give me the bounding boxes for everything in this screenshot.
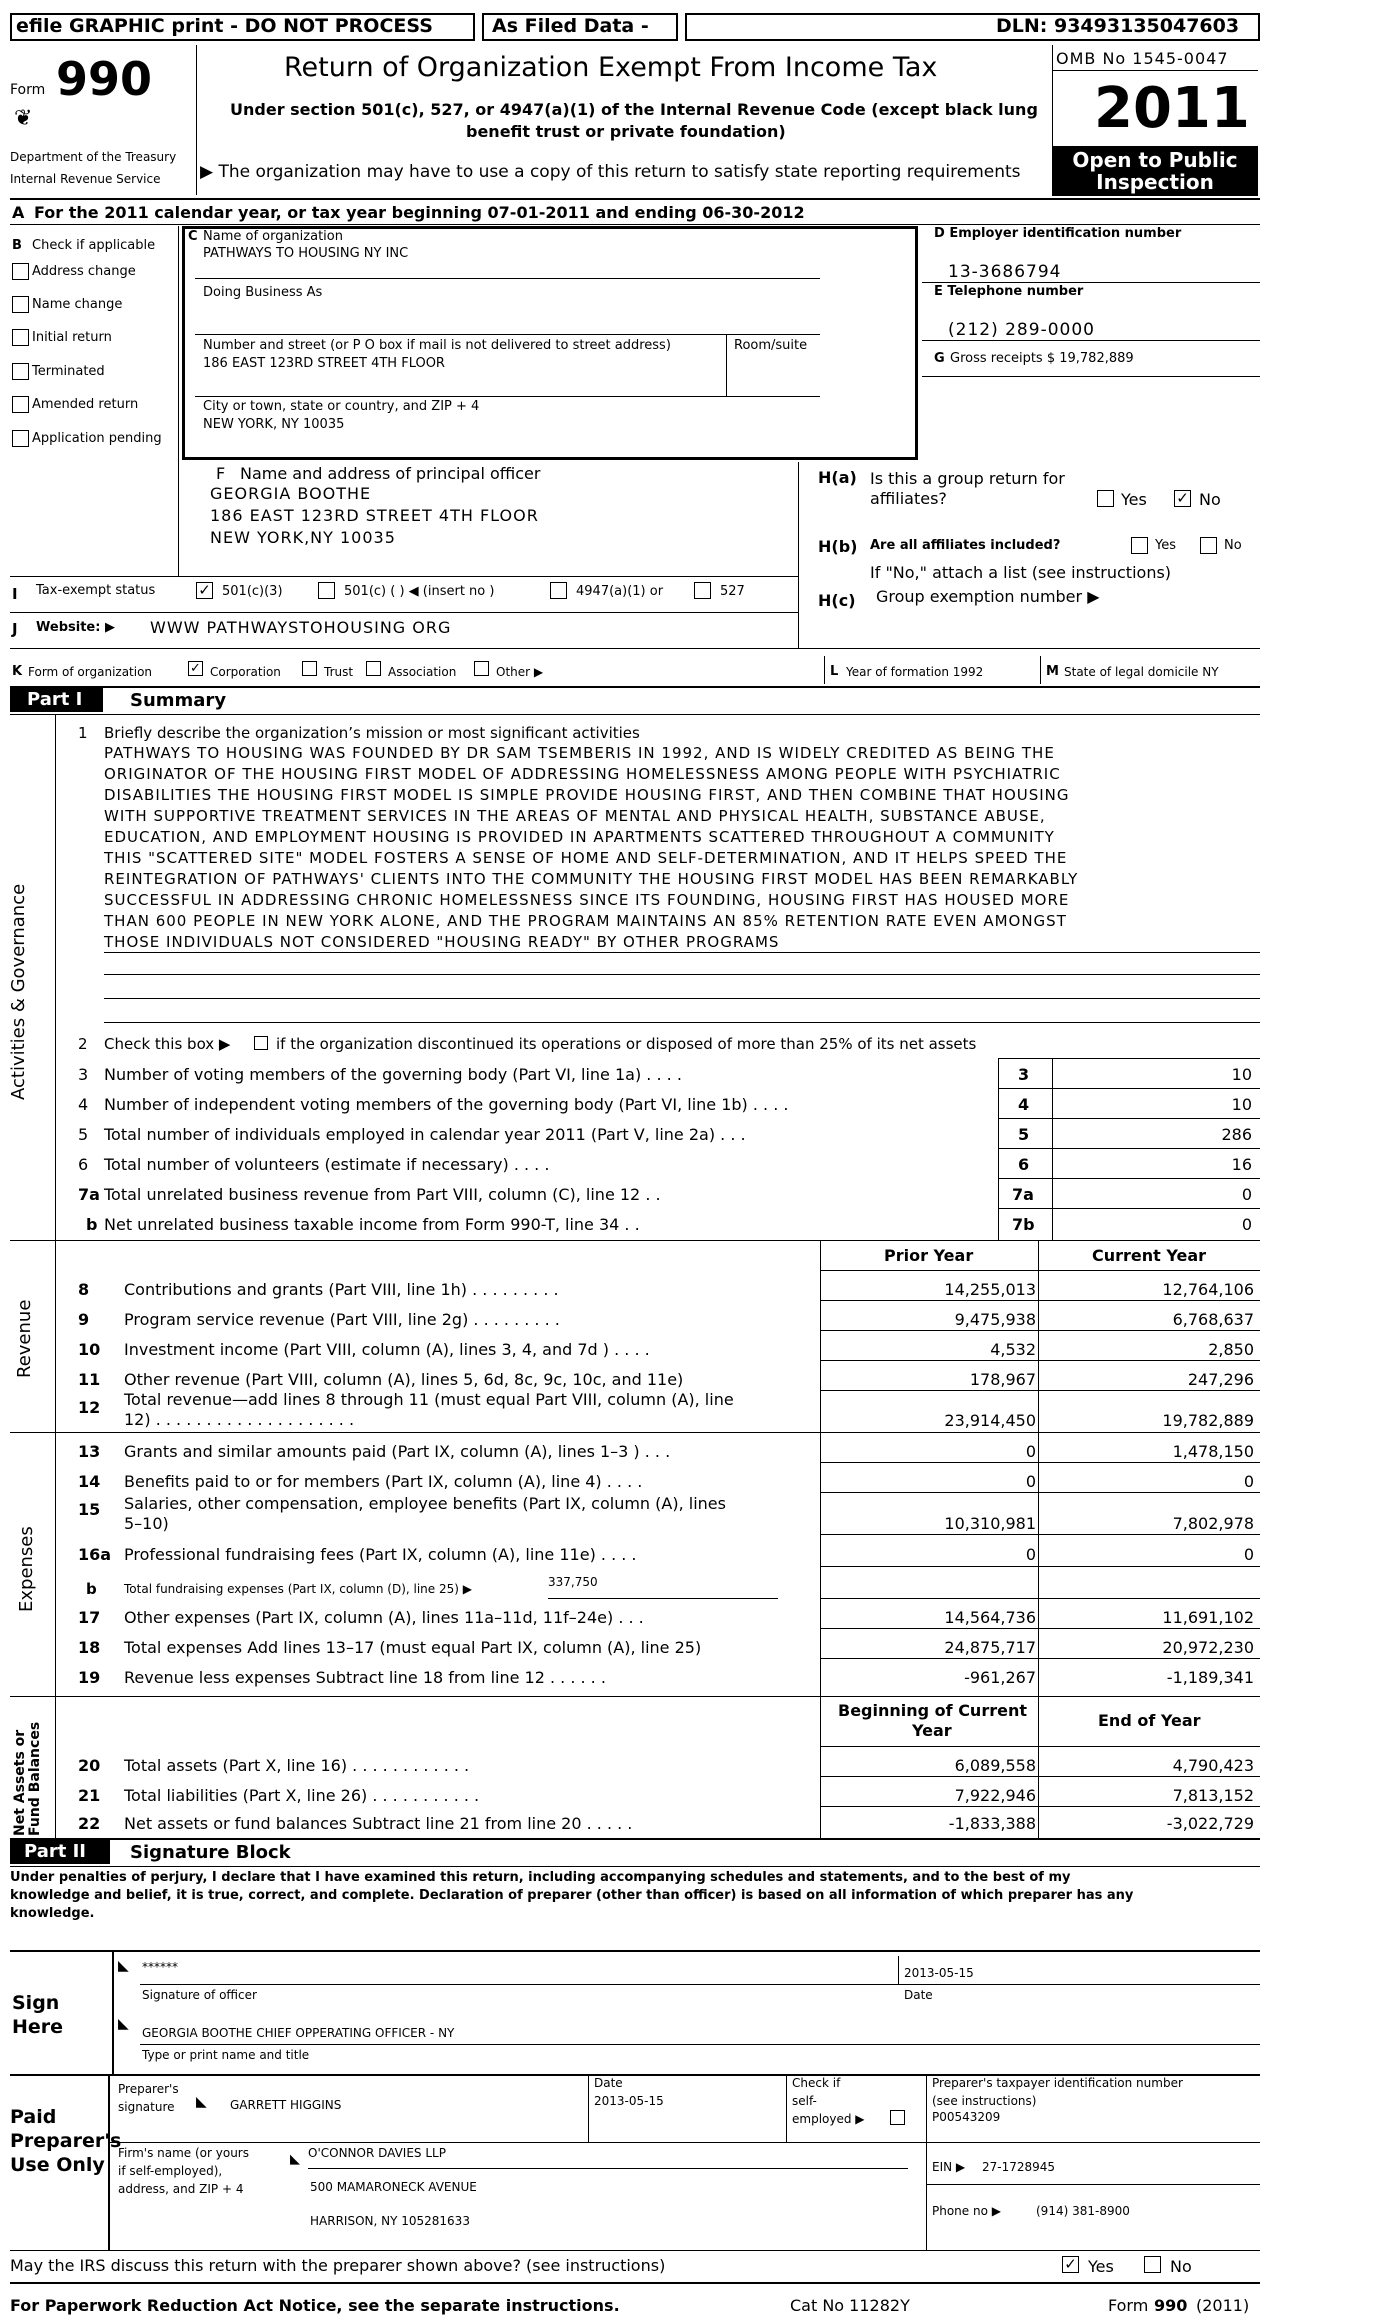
line22-begin: -1,833,388: [948, 1814, 1036, 1833]
org-name-label: Name of organization: [203, 229, 343, 244]
line18-num: 18: [78, 1638, 101, 1657]
footer-notice: For Paperwork Reduction Act Notice, see the separate instructions.: [10, 2296, 620, 2315]
self-employed-label-3: employed ▶: [792, 2112, 865, 2126]
ha-text-1: Is this a group return for: [870, 469, 1065, 488]
line11-text: Other revenue (Part VIII, column (A), lines 5, 6d, 8c, 9c, 10c, and 11e): [124, 1370, 684, 1389]
501c3-label: 501(c)(3): [222, 584, 283, 599]
discontinued-checkbox[interactable]: [254, 1036, 268, 1050]
line21-num: 21: [78, 1786, 101, 1805]
line18-text: Total expenses Add lines 13–17 (must equal Part IX, column (A), line 25): [124, 1638, 702, 1657]
col-beginning-2: Year: [912, 1721, 952, 1740]
line9-current: 6,768,637: [1172, 1310, 1254, 1329]
line7a-num: 7a: [78, 1185, 100, 1204]
side-label-governance: Activities & Governance: [8, 883, 29, 1100]
line19-num: 19: [78, 1668, 101, 1687]
mission-line-6: THIS "SCATTERED SITE" MODEL FOSTERS A SENSE OF HOME AND SELF-DETERMINATION, AND IT HELPS SPEED THE: [104, 849, 1068, 867]
perjury-line-1: Under penalties of perjury, I declare that I have examined this return, including accompanying schedules and statements, and to the best of my: [10, 1870, 1071, 1885]
line18-prior: 24,875,717: [944, 1638, 1036, 1657]
initial-return-label: Initial return: [32, 330, 112, 345]
line-a-text: For the 2011 calendar year, or tax year beginning 07-01-2011 and ending 06-30-2012: [34, 203, 805, 222]
self-employed-label-1: Check if: [792, 2076, 841, 2090]
ptin-value: P00543209: [932, 2110, 1001, 2124]
line20-text: Total assets (Part X, line 16) . . . . . . . . . . . .: [124, 1756, 470, 1775]
line20-num: 20: [78, 1756, 101, 1775]
line17-num: 17: [78, 1608, 101, 1627]
line2-text: Check this box ▶: [104, 1035, 231, 1053]
efile-label: efile GRAPHIC print - DO NOT PROCESS: [16, 15, 433, 37]
open-inspection-badge: [1052, 146, 1258, 196]
state-domicile: State of legal domicile NY: [1064, 665, 1219, 679]
hb-note: If "No," attach a list (see instructions): [870, 563, 1172, 582]
part1-tag: Part I: [10, 688, 103, 712]
omb-number: OMB No 1545-0047: [1056, 49, 1229, 68]
dba-label: Doing Business As: [203, 285, 323, 300]
firm-phone-label: Phone no ▶: [932, 2204, 1001, 2218]
signature-officer-label: Signature of officer: [142, 1988, 257, 2002]
line15-text-2: 5–10): [124, 1514, 169, 1533]
side-label-net-1: Net Assets or: [12, 1729, 28, 1836]
section-b-label: B: [12, 238, 22, 253]
line-i-label: I: [12, 585, 18, 603]
sign-arrow-1: ◣: [118, 1958, 129, 1974]
line10-num: 10: [78, 1340, 101, 1359]
filed-label: As Filed Data -: [492, 15, 649, 37]
527-label: 527: [720, 584, 745, 599]
501c-checkbox[interactable]: [318, 582, 335, 599]
mission-line-8: SUCCESSFUL IN ADDRESSING CHRONIC HOMELESSNESS SINCE ITS FOUNDING, HOUSING FIRST HAS HOUSED MORE: [104, 891, 1070, 909]
line5-num: 5: [78, 1125, 89, 1144]
line1-num: 1: [78, 724, 88, 742]
state-notice: ▶ The organization may have to use a copy of this return to satisfy state reporting requirements: [200, 162, 1021, 182]
mission-line-10: THOSE INDIVIDUALS NOT CONSIDERED "HOUSING READY" BY OTHER PROGRAMS: [104, 933, 780, 951]
line8-current: 12,764,106: [1162, 1280, 1254, 1299]
4947-checkbox[interactable]: [550, 582, 567, 599]
527-checkbox[interactable]: [694, 582, 711, 599]
line3-box: 3: [1018, 1065, 1030, 1084]
line17-text: Other expenses (Part IX, column (A), lines 11a–11d, 11f–24e) . . .: [124, 1608, 644, 1627]
line20-end: 4,790,423: [1172, 1756, 1254, 1775]
line15-text-1: Salaries, other compensation, employee benefits (Part IX, column (A), lines: [124, 1494, 726, 1513]
4947-label: 4947(a)(1) or: [576, 584, 664, 599]
mission-line-9: THAN 600 PEOPLE IN NEW YORK ALONE, AND THE PROGRAM MAINTAINS AN 85% RETENTION RATE EVEN AMONGST: [104, 912, 1067, 930]
line13-current: 1,478,150: [1172, 1442, 1254, 1461]
line18-current: 20,972,230: [1162, 1638, 1254, 1657]
officer-name-title: GEORGIA BOOTHE CHIEF OPPERATING OFFICER - NY: [142, 2026, 455, 2040]
line19-text: Revenue less expenses Subtract line 18 from line 12 . . . . . .: [124, 1668, 606, 1687]
hb-no-checkbox[interactable]: [1200, 537, 1217, 554]
hc-text: Group exemption number ▶: [876, 587, 1100, 606]
sign-label-2: Here: [12, 2016, 64, 2038]
line-k-title: Form of organization: [28, 665, 153, 679]
gross-receipts: Gross receipts $ 19,782,889: [950, 351, 1134, 366]
line10-prior: 4,532: [990, 1340, 1036, 1359]
hb-no-label: No: [1224, 538, 1242, 553]
line9-num: 9: [78, 1310, 90, 1329]
application-pending-label: Application pending: [32, 431, 162, 446]
line17-current: 11,691,102: [1162, 1608, 1254, 1627]
line12-text-1: Total revenue—add lines 8 through 11 (must equal Part VIII, column (A), line: [124, 1390, 734, 1409]
ptin-label-1: Preparer's taxpayer identification number: [932, 2076, 1183, 2090]
firm-label-1: Firm's name (or yours: [118, 2146, 249, 2160]
type-name-label: Type or print name and title: [142, 2048, 310, 2062]
perjury-line-3: knowledge.: [10, 1906, 95, 1921]
association-label: Association: [388, 665, 457, 679]
col-current-year: Current Year: [1092, 1246, 1207, 1265]
line9-prior: 9,475,938: [954, 1310, 1036, 1329]
hb-text: Are all affiliates included?: [870, 538, 1061, 553]
line16b-text: Total fundraising expenses (Part IX, column (D), line 25) ▶: [124, 1582, 472, 1596]
firm-arrow: ◣: [290, 2152, 300, 2167]
amended-return-label: Amended return: [32, 397, 139, 412]
mission-line-2: ORIGINATOR OF THE HOUSING FIRST MODEL OF ADDRESSING HOMELESSNESS AMONG PEOPLE WITH PSYCHIATRIC: [104, 765, 1061, 783]
line4-box: 4: [1018, 1095, 1030, 1114]
line-l-label: L: [830, 664, 839, 679]
line17-prior: 14,564,736: [944, 1608, 1036, 1627]
line13-text: Grants and similar amounts paid (Part IX, column (A), lines 1–3 ) . . .: [124, 1442, 671, 1461]
discuss-text: May the IRS discuss this return with the preparer shown above? (see instructions): [10, 2256, 666, 2275]
line8-prior: 14,255,013: [944, 1280, 1036, 1299]
line7b-text: Net unrelated business taxable income from Form 990-T, line 34 . .: [104, 1215, 640, 1234]
preparer-sig-label-1: Preparer's: [118, 2082, 179, 2096]
preparer-name: GARRETT HIGGINS: [230, 2098, 342, 2112]
firm-ein-label: EIN ▶: [932, 2160, 966, 2174]
line10-text: Investment income (Part VIII, column (A), lines 3, 4, and 7d ) . . . .: [124, 1340, 650, 1359]
line-k-label: K: [12, 664, 23, 679]
hb-yes-checkbox[interactable]: [1131, 537, 1148, 554]
tax-year: 2011: [1094, 76, 1250, 141]
paid-label-2: Preparer's: [10, 2130, 122, 2152]
line22-num: 22: [78, 1814, 101, 1833]
form-label: Form: [10, 82, 46, 98]
line7a-text: Total unrelated business revenue from Part VIII, column (C), line 12 . .: [104, 1185, 661, 1204]
line19-current: -1,189,341: [1166, 1668, 1254, 1687]
line6-box: 6: [1018, 1155, 1030, 1174]
501c3-checkbox[interactable]: ✓: [196, 582, 213, 599]
line6-value: 16: [1231, 1155, 1252, 1174]
line21-end: 7,813,152: [1172, 1786, 1254, 1805]
initial-return-checkbox[interactable]: [12, 329, 29, 346]
sign-arrow-2: ◣: [118, 2016, 129, 2032]
line11-current: 247,296: [1187, 1370, 1254, 1389]
ha-yes-label: Yes: [1121, 490, 1147, 509]
address-change-checkbox[interactable]: [12, 263, 29, 280]
line21-begin: 7,922,946: [954, 1786, 1036, 1805]
room-suite-label: Room/suite: [734, 338, 808, 353]
association-checkbox[interactable]: [366, 661, 381, 676]
firm-address: 500 MAMARONECK AVENUE: [310, 2180, 477, 2194]
line10-current: 2,850: [1208, 1340, 1254, 1359]
line19-prior: -961,267: [964, 1668, 1036, 1687]
line16b-num: b: [86, 1580, 97, 1598]
officer-street: 186 EAST 123RD STREET 4TH FLOOR: [210, 506, 539, 525]
side-label-net-2: Fund Balances: [27, 1721, 43, 1836]
phone-value: (212) 289-0000: [948, 320, 1095, 340]
col-prior-year: Prior Year: [884, 1246, 974, 1265]
line7b-value: 0: [1241, 1215, 1252, 1234]
discuss-yes-checkbox[interactable]: ✓: [1062, 2256, 1079, 2273]
preparer-arrow: ◣: [196, 2094, 207, 2110]
line4-value: 10: [1231, 1095, 1252, 1114]
line2-num: 2: [78, 1035, 88, 1053]
firm-ein: 27-1728945: [982, 2160, 1056, 2174]
corporation-checkbox[interactable]: ✓: [188, 661, 203, 676]
ha-yes-checkbox[interactable]: [1097, 490, 1114, 507]
line5-box: 5: [1018, 1125, 1030, 1144]
ha-text-2: affiliates?: [870, 489, 947, 508]
name-change-checkbox[interactable]: [12, 296, 29, 313]
line21-text: Total liabilities (Part X, line 26) . . . . . . . . . . .: [124, 1786, 480, 1805]
website-value[interactable]: WWW PATHWAYSTOHOUSING ORG: [150, 618, 452, 637]
firm-label-3: address, and ZIP + 4: [118, 2182, 244, 2196]
line3-num: 3: [78, 1065, 89, 1084]
col-end-year: End of Year: [1098, 1711, 1201, 1730]
discuss-yes-label: Yes: [1088, 2257, 1114, 2276]
line15-prior: 10,310,981: [944, 1514, 1036, 1533]
section-f-title: Name and address of principal officer: [240, 464, 541, 483]
street-address: 186 EAST 123RD STREET 4TH FLOOR: [203, 356, 445, 371]
line14-num: 14: [78, 1472, 101, 1491]
footer-form-number: 990: [1154, 2296, 1188, 2315]
line14-current: 0: [1243, 1472, 1254, 1491]
line3-value: 10: [1231, 1065, 1252, 1084]
terminated-checkbox[interactable]: [12, 363, 29, 380]
line15-num: 15: [78, 1500, 101, 1519]
street-label: Number and street (or P O box if mail is not delivered to street address): [203, 338, 671, 353]
mission-line-3: DISABILITIES THE HOUSING FIRST MODEL IS SIMPLE PROVIDE HOUSING FIRST, AND THEN COMBINE THAT HOUSING: [104, 786, 1070, 804]
line4-text: Number of independent voting members of the governing body (Part VI, line 1b) . . . .: [104, 1095, 789, 1114]
mission-line-1: PATHWAYS TO HOUSING WAS FOUNDED BY DR SAM TSEMBERIS IN 1992, AND IS WIDELY CREDITED AS BEING THE: [104, 744, 1055, 762]
paid-label-1: Paid: [10, 2106, 57, 2128]
ein-value: 13-3686794: [948, 262, 1062, 282]
preparer-sig-label-2: signature: [118, 2100, 175, 2114]
section-b-title: Check if applicable: [32, 238, 156, 253]
line14-text: Benefits paid to or for members (Part IX, column (A), line 4) . . . .: [124, 1472, 643, 1491]
corporation-label: Corporation: [210, 665, 281, 679]
firm-phone: (914) 381-8900: [1036, 2204, 1130, 2218]
side-label-revenue: Revenue: [14, 1299, 35, 1378]
hc-label: H(c): [818, 591, 856, 610]
line15-current: 7,802,978: [1172, 1514, 1254, 1533]
officer-city: NEW YORK,NY 10035: [210, 528, 396, 547]
discuss-no-label: No: [1170, 2257, 1192, 2276]
line22-text: Net assets or fund balances Subtract line 21 from line 20 . . . . .: [124, 1814, 633, 1833]
firm-name: O'CONNOR DAVIES LLP: [308, 2146, 446, 2160]
dln: DLN: 93493135047603: [996, 15, 1240, 37]
amended-return-checkbox[interactable]: [12, 396, 29, 413]
section-c-label: C: [188, 229, 198, 244]
ptin-label-2: (see instructions): [932, 2094, 1037, 2108]
part2-tag: Part II: [10, 1840, 110, 1864]
line13-num: 13: [78, 1442, 101, 1461]
line16a-prior: 0: [1025, 1545, 1036, 1564]
paid-label-3: Use Only: [10, 2154, 105, 2176]
col-beginning-1: Beginning of Current: [838, 1701, 1027, 1720]
mission-line-7: REINTEGRATION OF PATHWAYS' CLIENTS INTO THE COMMUNITY THE HOUSING FIRST MODEL HAS BEEN REMARKABLY: [104, 870, 1079, 888]
line7a-box: 7a: [1012, 1185, 1034, 1204]
form-subtitle-2: benefit trust or private foundation): [466, 122, 786, 141]
self-employed-checkbox[interactable]: [890, 2110, 905, 2125]
line6-num: 6: [78, 1155, 89, 1174]
gross-label: G: [934, 351, 945, 366]
line5-text: Total number of individuals employed in calendar year 2011 (Part V, line 2a) . . .: [104, 1125, 746, 1144]
line16b-value: 337,750: [548, 1575, 598, 1589]
line16a-text: Professional fundraising fees (Part IX, column (A), line 11e) . . . .: [124, 1545, 637, 1564]
officer-name: GEORGIA BOOTHE: [210, 484, 372, 503]
line20-begin: 6,089,558: [954, 1756, 1036, 1775]
line8-num: 8: [78, 1280, 90, 1299]
signature-stars: ******: [142, 1960, 178, 1974]
line5-value: 286: [1221, 1125, 1252, 1144]
address-change-label: Address change: [32, 264, 136, 279]
ha-label: H(a): [818, 468, 857, 487]
dept-treasury: Department of the Treasury: [10, 150, 177, 164]
hb-yes-label: Yes: [1155, 538, 1176, 553]
line12-num: 12: [78, 1398, 101, 1417]
form-number: 990: [56, 52, 153, 106]
line8-text: Contributions and grants (Part VIII, line 1h) . . . . . . . . .: [124, 1280, 559, 1299]
self-employed-label-2: self-: [792, 2094, 817, 2108]
perjury-line-2: knowledge and belief, it is true, correct, and complete. Declaration of preparer (other than officer) is based on all information of which preparer has any: [10, 1888, 1134, 1903]
line1-text: Briefly describe the organization’s mission or most significant activities: [104, 724, 640, 742]
city-address: NEW YORK, NY 10035: [203, 417, 345, 432]
line-m-label: M: [1046, 664, 1059, 679]
firm-label-2: if self-employed),: [118, 2164, 223, 2178]
line9-text: Program service revenue (Part VIII, line 2g) . . . . . . . . .: [124, 1310, 560, 1329]
year-formation: Year of formation 1992: [846, 665, 984, 679]
form-title: Return of Organization Exempt From Income Tax: [284, 52, 938, 83]
signature-date-label: Date: [904, 1988, 933, 2002]
line3-text: Number of voting members of the governing body (Part VI, line 1a) . . . .: [104, 1065, 682, 1084]
mission-line-5: EDUCATION, AND EMPLOYMENT HOUSING IS PROVIDED IN APARTMENTS SCATTERED THROUGHOUT A COMMUNITY: [104, 828, 1055, 846]
line12-prior: 23,914,450: [944, 1411, 1036, 1430]
line-j-title: Website: ▶: [36, 620, 115, 635]
line-a-label: A: [12, 203, 25, 222]
open-inspection-2: Inspection: [1096, 170, 1214, 194]
line11-num: 11: [78, 1370, 101, 1389]
line22-end: -3,022,729: [1166, 1814, 1254, 1833]
line13-prior: 0: [1025, 1442, 1036, 1461]
line6-text: Total number of volunteers (estimate if necessary) . . . .: [104, 1155, 550, 1174]
application-pending-checkbox[interactable]: [12, 430, 29, 447]
sign-label-1: Sign: [12, 1992, 60, 2014]
line4-num: 4: [78, 1095, 89, 1114]
line14-prior: 0: [1025, 1472, 1036, 1491]
line-j-label: J: [12, 620, 18, 638]
line7a-value: 0: [1241, 1185, 1252, 1204]
eagle-icon: ❦: [14, 106, 33, 131]
trust-label: Trust: [324, 665, 354, 679]
line12-text-2: 12) . . . . . . . . . . . . . . . . . . . .: [124, 1410, 355, 1429]
line16a-current: 0: [1243, 1545, 1254, 1564]
line12-current: 19,782,889: [1162, 1411, 1254, 1430]
hb-label: H(b): [818, 537, 858, 556]
other-label: Other ▶: [496, 665, 544, 679]
side-label-expenses: Expenses: [16, 1526, 37, 1612]
ha-no-label: No: [1199, 490, 1221, 509]
name-change-label: Name change: [32, 297, 123, 312]
line-i-title: Tax-exempt status: [36, 583, 156, 598]
city-label: City or town, state or country, and ZIP + 4: [203, 399, 480, 414]
line7b-num: b: [86, 1215, 98, 1234]
org-name: PATHWAYS TO HOUSING NY INC: [203, 246, 409, 261]
footer-cat: Cat No 11282Y: [790, 2296, 910, 2315]
part1-title: Summary: [130, 690, 227, 711]
preparer-date: 2013-05-15: [594, 2094, 664, 2108]
discuss-no-checkbox[interactable]: [1144, 2256, 1161, 2273]
line16a-num: 16a: [78, 1545, 112, 1564]
firm-city: HARRISON, NY 105281633: [310, 2214, 470, 2228]
signature-date: 2013-05-15: [904, 1966, 974, 1980]
other-checkbox[interactable]: [474, 661, 489, 676]
ein-label: D Employer identification number: [934, 226, 1182, 241]
line2-text-2: if the organization discontinued its operations or disposed of more than 25% of its net assets: [276, 1035, 977, 1053]
preparer-date-label: Date: [594, 2076, 623, 2090]
terminated-label: Terminated: [32, 364, 105, 379]
open-inspection-1: Open to Public: [1072, 148, 1238, 172]
mission-line-4: WITH SUPPORTIVE TREATMENT SERVICES IN THE AREAS OF MENTAL AND PHYSICAL HEALTH, SUBSTANCE ABUSE,: [104, 807, 1046, 825]
phone-label: E Telephone number: [934, 284, 1084, 299]
ha-no-checkbox[interactable]: ✓: [1174, 490, 1191, 507]
line7b-box: 7b: [1012, 1215, 1035, 1234]
part2-title: Signature Block: [130, 1842, 291, 1863]
501c-label: 501(c) ( ) ◀ (insert no ): [344, 584, 495, 599]
line11-prior: 178,967: [969, 1370, 1036, 1389]
trust-checkbox[interactable]: [302, 661, 317, 676]
footer-form-prefix: Form: [1108, 2296, 1149, 2315]
footer-form-year: (2011): [1196, 2296, 1250, 2315]
dept-irs: Internal Revenue Service: [10, 172, 161, 186]
section-f-label: F: [216, 464, 226, 483]
form-subtitle-1: Under section 501(c), 527, or 4947(a)(1) of the Internal Revenue Code (except black lung: [230, 100, 1038, 119]
